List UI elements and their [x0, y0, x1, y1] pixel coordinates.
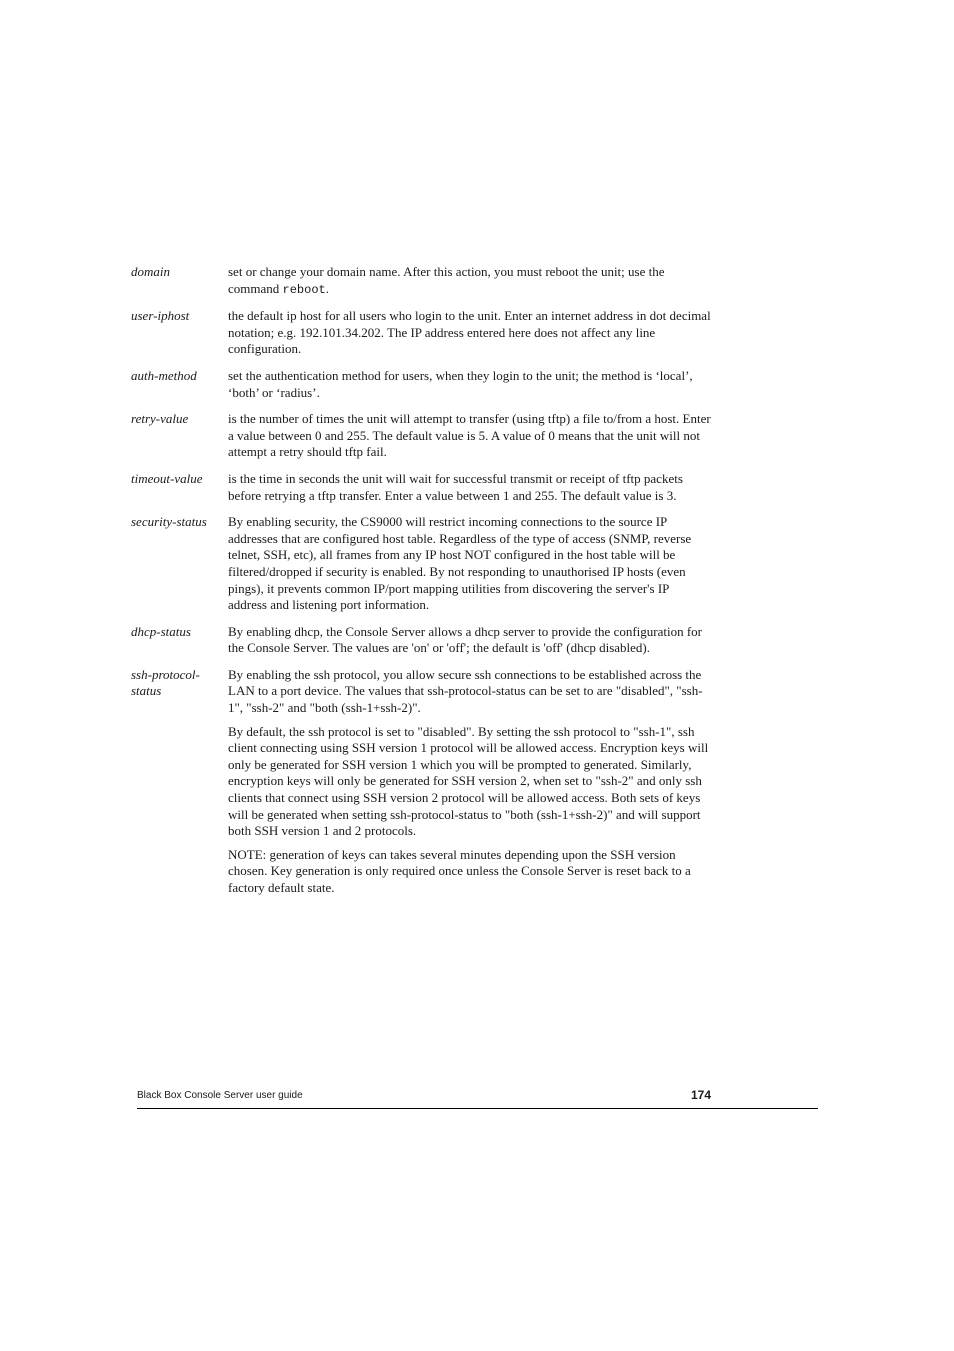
description-paragraph: By enabling security, the CS9000 will restrict incoming connections to the source IP addresses that are configured host table. Regardless of the type of access (SNMP, reverse telnet, SSH, etc), all frames from any IP host NOT configured in the host table will be filtered/dropped if security is enabled. By not responding to unauthorised IP hosts (even pings), it prevents common IP/port mapping utilities from discovering the server's IP address and listening port information. [228, 514, 692, 613]
definition-row [131, 471, 711, 504]
definition-row [131, 667, 711, 897]
description-paragraph: is the time in seconds the unit will wait for successful transmit or receipt of tftp packets before retrying a tftp transfer. Enter a value between 1 and 255. The default value is 3. [228, 470, 683, 503]
definition-row [131, 368, 711, 401]
definition-description [228, 368, 711, 401]
definition-row [131, 411, 711, 461]
paragraph-text: set or change your domain name. After this action, you must reboot the unit; use the command [228, 264, 665, 296]
description-paragraph: the default ip host for all users who login to the unit. Enter an internet address in dot decimal notation; e.g. 192.101.34.202. The IP address entered here does not affect any line configuration. [228, 308, 711, 357]
definition-row [131, 308, 711, 358]
definition-row [131, 514, 711, 614]
description-paragraph: NOTE: generation of keys can takes several minutes depending upon the SSH version chosen. Key generation is only required once unless the Console Server is reset back to a factory default state. [228, 846, 691, 895]
definition-list [131, 264, 711, 907]
page-number: 174 [691, 1088, 712, 1102]
definition-description [228, 264, 711, 298]
description-paragraph [228, 264, 711, 298]
definition-description [228, 471, 711, 504]
description-paragraph: By default, the ssh protocol is set to "disabled". By setting the ssh protocol to "ssh-1", ssh client connecting using SSH version 1 protocol will be allowed access. Encryption keys will only be generated for SSH version 1 which you will be prompted to generated. Similarly, encryption keys will only be generated for SSH version 2, when set to "ssh-2" and only ssh clients that connect using SSH version 2 protocol will be allowed access. Both sets of keys will be generated when setting ssh-protocol-status to "both (ssh-1+ssh-2)" and will support both SSH version 1 and 2 protocols. [228, 723, 709, 839]
definition-description [228, 411, 711, 461]
paragraph-text: . [325, 280, 329, 296]
definition-term: dhcp-status [131, 623, 191, 639]
definition-term: security-status [131, 514, 207, 530]
description-paragraph: By enabling the ssh protocol, you allow secure ssh connections to be established across the LAN to a port device. The values that ssh-protocol-status can be set to are "disabled", "ssh-1", "ssh-2" and "both (ssh-1+ssh-2)". [228, 666, 703, 716]
definition-term: user-iphost [131, 308, 190, 324]
description-paragraph: set the authentication method for users, when they login to the unit; the method is ‘local’, ‘both’ or ‘radius’. [228, 367, 693, 400]
definition-row [131, 264, 711, 298]
definition-description [228, 308, 711, 358]
description-paragraph: is the number of times the unit will attempt to transfer (using tftp) a file to/from a host. Enter a value between 0 and 255. The default value is 5. A value of 0 means that the unit will not attempt a retry should tftp fail. [228, 411, 711, 460]
definition-row [131, 624, 711, 657]
definition-term: timeout-value [131, 470, 203, 486]
definition-term: retry-value [131, 411, 189, 427]
definition-description [228, 514, 711, 614]
definition-term: domain [131, 264, 170, 279]
command-code: reboot [282, 282, 326, 297]
definition-term: ssh-protocol-status [131, 666, 200, 699]
description-paragraph: By enabling dhcp, the Console Server allows a dhcp server to provide the configuration for the Console Server. The values are 'on' or 'off'; the default is 'off' (dhcp disabled). [228, 623, 703, 656]
page-footer [137, 1088, 818, 1109]
footer-title: Black Box Console Server user guide [137, 1090, 303, 1101]
definition-term: auth-method [131, 367, 197, 383]
definition-description [228, 667, 711, 897]
definition-description [228, 624, 711, 657]
